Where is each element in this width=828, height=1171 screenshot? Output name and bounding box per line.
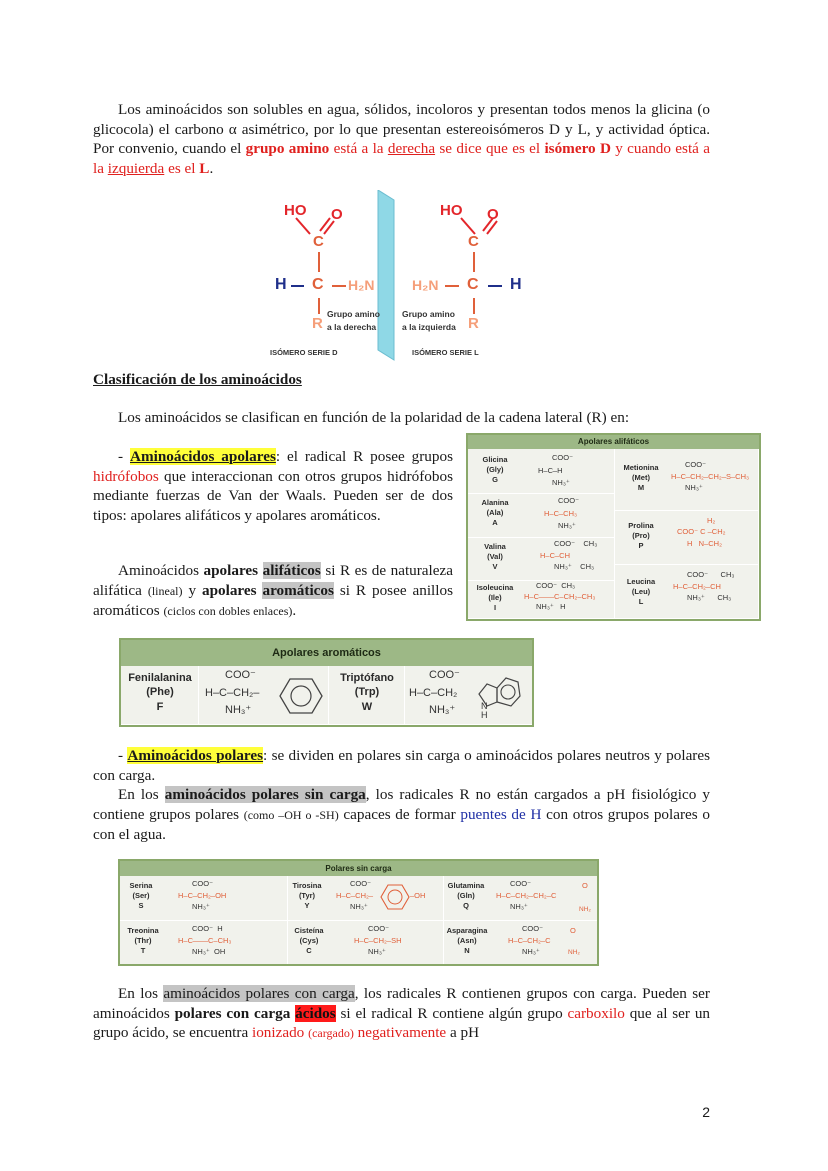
l-c: C (467, 276, 479, 293)
polares-paragraph: - Aminoácidos polares: se dividen en polares sin carga o aminoácidos polares neutros y polares con carga. (93, 747, 711, 784)
l-bond-ho (461, 218, 475, 234)
apolares-term: Aminoácidos apolares (129, 448, 276, 465)
intro-paragraph: Los aminoácidos son solubles en agua, sólidos, incoloros y presentan todos menos la glicina (o glicocola) el carbono α asimétrico, por lo que presentan estereoisómeros D y L, y actividad óptica. Por convenio, cuando el grupo amino está a la derecha se dice que es el isómero D y cuando está a la izquierda es el L. (93, 101, 710, 177)
table-row: COO⁻ H–C–CH₂ NH₃⁺ N H (405, 666, 532, 725)
section-title: Clasificación de los aminoácidos (93, 371, 302, 388)
phenol-ring (380, 883, 410, 911)
d-series-label: ISÓMERO SERIE D (270, 348, 338, 357)
d-c: C (312, 276, 324, 293)
l-h: H (510, 276, 522, 293)
l-nh: H₂N (412, 277, 439, 293)
table-row: Valina (Val) V COO⁻ CH₃ H–C–CH NH₃⁺ CH₃ (468, 538, 615, 581)
table-title: Polares sin carga (120, 861, 597, 876)
polares-term: Aminoácidos polares (127, 747, 264, 764)
apolares-types-paragraph: Aminoácidos apolares alifáticos si R es de naturaleza alifática (lineal) y apolares aromáticos si R posee anillos aromáticos (ciclos con dobles enlaces). (93, 562, 453, 620)
l-ho: HO (440, 202, 463, 219)
l-c-top: C (468, 233, 479, 250)
table-row: Treonina (Thr) T COO⁻ H H–C——C–CH₃ NH₃⁺ OH (120, 921, 288, 964)
d-r: R (312, 315, 323, 332)
table-row: Serina (Ser) S COO⁻ H–C–CH₂–OH NH₃⁺ (120, 876, 288, 921)
table-row: Triptófano (Trp) W (329, 666, 405, 725)
con-carga-paragraph: En los aminoácidos polares con carga, los radicales R contienen grupos con carga. Pueden ser aminoácidos polares con carga ácidos si el radical R contiene algún grupo carboxilo que al ser un grupo ácido, se encuentra ionizado (cargado) negativamente a pH (93, 985, 711, 1042)
table-row: Glutamina (Gln) Q COO⁻ H–C–CH₂–CH₂–C NH₃⁺ O NH₂ (444, 876, 597, 921)
l-r: R (468, 315, 479, 332)
table-row: Leucina (Leu) L COO⁻ CH₃ H–C–CH₂–CH NH₃⁺ CH₃ (615, 565, 759, 619)
l-caption-1: Grupo amino (402, 309, 455, 319)
apolares-paragraph: - Aminoácidos apolares: el radical R posee grupos hidrófobos que interaccionan con otros grupos hidrófobos mediante fuerzas de Van der Waals. Pueden ser de dos tipos: apolares alifáticos y apolares aromáticos. (93, 448, 454, 524)
l-caption-2: a la izquierda (402, 322, 456, 332)
grupo-amino-term: grupo amino (245, 140, 330, 158)
table-row: Tirosina (Tyr) Y COO⁻ H–C–CH₂– NH₃⁺ –OH (288, 876, 444, 921)
isomer-figure (262, 190, 542, 362)
table-row: COO⁻ H–C–CH₂– NH₃⁺ (199, 666, 329, 725)
table-polares-sin-carga (118, 859, 599, 966)
table-row: Cisteína (Cys) C COO⁻ H–C–CH₂–SH NH₃⁺ (288, 921, 444, 964)
table-row: Prolina (Pro) P H₂ COO⁻ C –CH₂ H N–CH₂ (615, 511, 759, 565)
table-title: Apolares alifáticos (468, 435, 759, 449)
benzene-ring (279, 676, 323, 716)
table-row: Fenilalanina (Phe) F (121, 666, 199, 725)
d-caption-1: Grupo amino (327, 309, 380, 319)
d-o: O (331, 206, 343, 223)
d-bond-ho (296, 218, 310, 234)
mirror-plane (378, 190, 394, 360)
table-row: Isoleucina (Ile) I COO⁻ CH₃ H–C——C–CH₂–CH₃ NH₃⁺ H (468, 581, 615, 619)
table-apolares-alifaticos (466, 433, 761, 621)
page-number: 2 (702, 1104, 710, 1120)
l-o: O (487, 206, 499, 223)
d-caption-2: a la derecha (327, 322, 377, 332)
table-row: Alanina (Ala) A COO⁻ H–C–CH₃ NH₃⁺ (468, 494, 615, 538)
d-nh: H₂N (348, 277, 375, 293)
l-series-label: ISÓMERO SERIE L (412, 348, 479, 357)
sin-carga-paragraph: En los aminoácidos polares sin carga, los radicales R no están cargados a pH fisiológico y contiene grupos polares (como –OH o -SH) capaces de formar puentes de H con otros grupos polares o con el agua. (93, 786, 710, 844)
d-ho: HO (284, 202, 307, 219)
table-row: Glicina (Gly) G COO⁻ H–C–H NH₃⁺ (468, 449, 615, 494)
table-apolares-aromaticos (119, 638, 534, 727)
indole-ring (471, 672, 521, 716)
d-h: H (275, 276, 287, 293)
table-title: Apolares aromáticos (121, 640, 532, 666)
classify-intro: Los aminoácidos se clasifican en función de la polaridad de la cadena lateral (R) en: (118, 409, 630, 426)
table-row: Metionina (Met) M COO⁻ H–C–CH₂–CH₂–S–CH₃ NH₃⁺ (615, 449, 759, 511)
d-c-top: C (313, 233, 324, 250)
table-row: Asparagina (Asn) N COO⁻ H–C–CH₂–C NH₃⁺ O NH₂ (446, 924, 580, 957)
